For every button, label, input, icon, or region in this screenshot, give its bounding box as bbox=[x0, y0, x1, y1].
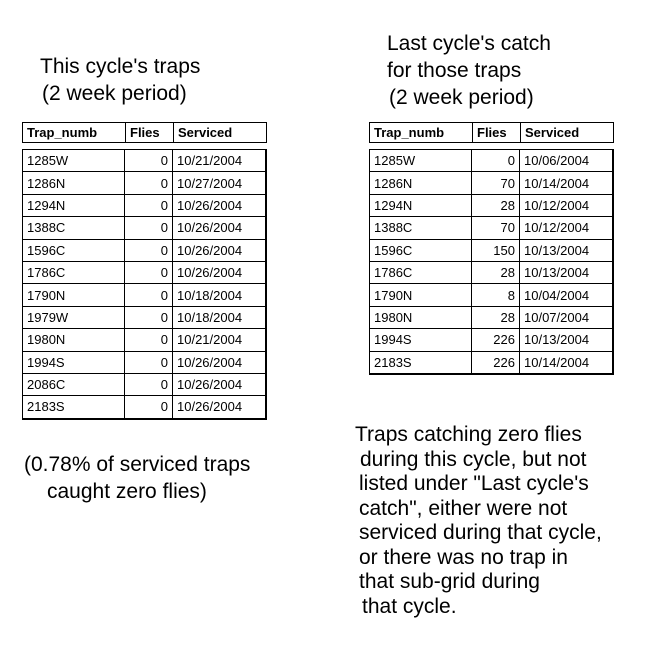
cell-serviced: 10/06/2004 bbox=[520, 150, 613, 172]
right-note-line-1: Traps catching zero flies bbox=[355, 423, 582, 446]
cell-trap-numb: 1786C bbox=[370, 261, 472, 283]
cell-serviced: 10/13/2004 bbox=[520, 239, 613, 261]
cell-serviced: 10/26/2004 bbox=[173, 194, 266, 216]
cell-trap-numb: 1786C bbox=[23, 261, 125, 283]
right-note-line-2: during this cycle, but not bbox=[360, 447, 587, 471]
cell-flies: 70 bbox=[472, 172, 520, 194]
cell-trap-numb: 2086C bbox=[23, 373, 125, 395]
cell-flies: 0 bbox=[125, 261, 173, 283]
cell-serviced: 10/13/2004 bbox=[520, 329, 613, 351]
table-row bbox=[23, 261, 266, 283]
table-row bbox=[370, 306, 613, 328]
cell-flies: 226 bbox=[472, 329, 520, 351]
cell-trap-numb: 1980N bbox=[370, 306, 472, 328]
right-note-line-5: serviced during that cycle, bbox=[359, 521, 602, 544]
cell-trap-numb: 1596C bbox=[370, 239, 472, 261]
table-row bbox=[23, 351, 266, 373]
table-row bbox=[23, 150, 266, 172]
cell-flies: 150 bbox=[472, 239, 520, 261]
cell-trap-numb: 1979W bbox=[23, 306, 125, 328]
table-row bbox=[370, 329, 613, 351]
left-col-serviced: Serviced bbox=[174, 123, 267, 143]
right-col-flies: Flies bbox=[473, 123, 521, 143]
cell-flies: 0 bbox=[125, 217, 173, 239]
cell-serviced: 10/26/2004 bbox=[173, 261, 266, 283]
cell-serviced: 10/12/2004 bbox=[520, 194, 613, 216]
table-row bbox=[370, 351, 613, 374]
right-note bbox=[355, 423, 602, 619]
cell-serviced: 10/07/2004 bbox=[520, 306, 613, 328]
cell-trap-numb: 2183S bbox=[23, 396, 125, 419]
left-heading bbox=[40, 53, 200, 107]
cell-trap-numb: 1980N bbox=[23, 329, 125, 351]
cell-serviced: 10/04/2004 bbox=[520, 284, 613, 306]
cell-trap-numb: 1285W bbox=[370, 150, 472, 172]
table-row bbox=[370, 172, 613, 194]
table-row bbox=[370, 217, 613, 239]
right-heading-line-1: Last cycle's catch bbox=[387, 32, 551, 55]
table-row bbox=[23, 284, 266, 306]
cell-flies: 28 bbox=[472, 306, 520, 328]
left-note-line-1: (0.78% of serviced traps bbox=[24, 453, 251, 476]
cell-flies: 70 bbox=[472, 217, 520, 239]
cell-serviced: 10/18/2004 bbox=[173, 306, 266, 328]
cell-serviced: 10/21/2004 bbox=[173, 329, 266, 351]
cell-serviced: 10/14/2004 bbox=[520, 351, 613, 374]
table-row bbox=[370, 261, 613, 283]
cell-serviced: 10/26/2004 bbox=[173, 351, 266, 373]
cell-serviced: 10/26/2004 bbox=[173, 373, 266, 395]
table-row bbox=[23, 239, 266, 261]
cell-serviced: 10/26/2004 bbox=[173, 396, 266, 419]
cell-trap-numb: 2183S bbox=[370, 351, 472, 374]
cell-flies: 0 bbox=[125, 239, 173, 261]
right-heading bbox=[387, 30, 551, 111]
cell-flies: 0 bbox=[125, 351, 173, 373]
cell-serviced: 10/27/2004 bbox=[173, 172, 266, 194]
right-note-line-8: that cycle. bbox=[362, 594, 457, 618]
table-row bbox=[370, 194, 613, 216]
right-col-trap-numb: Trap_numb bbox=[370, 123, 473, 143]
cell-flies: 8 bbox=[472, 284, 520, 306]
cell-serviced: 10/21/2004 bbox=[173, 150, 266, 172]
right-note-line-7: that sub-grid during bbox=[359, 570, 540, 593]
table-row bbox=[23, 373, 266, 395]
table-row bbox=[370, 239, 613, 261]
cell-trap-numb: 1790N bbox=[23, 284, 125, 306]
cell-trap-numb: 1388C bbox=[23, 217, 125, 239]
right-note-line-3: listed under "Last cycle's bbox=[359, 472, 589, 495]
table-row bbox=[370, 150, 613, 172]
cell-trap-numb: 1294N bbox=[23, 194, 125, 216]
table-row bbox=[23, 329, 266, 351]
cell-flies: 0 bbox=[125, 172, 173, 194]
right-note-line-6: or there was no trap in bbox=[359, 545, 568, 569]
cell-serviced: 10/26/2004 bbox=[173, 217, 266, 239]
cell-flies: 0 bbox=[472, 150, 520, 172]
cell-trap-numb: 1790N bbox=[370, 284, 472, 306]
left-heading-line-2: (2 week period) bbox=[42, 82, 187, 105]
cell-flies: 0 bbox=[125, 329, 173, 351]
right-data-table bbox=[369, 149, 614, 375]
cell-trap-numb: 1388C bbox=[370, 217, 472, 239]
right-heading-line-3: (2 week period) bbox=[389, 86, 534, 109]
cell-trap-numb: 1294N bbox=[370, 194, 472, 216]
cell-flies: 0 bbox=[125, 373, 173, 395]
cell-flies: 226 bbox=[472, 351, 520, 374]
right-col-serviced: Serviced bbox=[521, 123, 614, 143]
right-note-line-4: catch", either were not bbox=[359, 496, 568, 520]
cell-flies: 28 bbox=[472, 194, 520, 216]
table-row bbox=[23, 172, 266, 194]
left-note-line-2: caught zero flies) bbox=[47, 480, 207, 503]
table-row bbox=[370, 284, 613, 306]
cell-flies: 0 bbox=[125, 306, 173, 328]
table-row bbox=[23, 396, 266, 419]
cell-flies: 28 bbox=[472, 261, 520, 283]
right-heading-line-2: for those traps bbox=[387, 59, 522, 82]
cell-serviced: 10/13/2004 bbox=[520, 261, 613, 283]
table-row bbox=[23, 217, 266, 239]
cell-trap-numb: 1285W bbox=[23, 150, 125, 172]
cell-serviced: 10/26/2004 bbox=[173, 239, 266, 261]
cell-trap-numb: 1994S bbox=[23, 351, 125, 373]
left-heading-line-1: This cycle's traps bbox=[40, 55, 201, 78]
cell-trap-numb: 1596C bbox=[23, 239, 125, 261]
cell-flies: 0 bbox=[125, 150, 173, 172]
table-row bbox=[23, 306, 266, 328]
cell-serviced: 10/14/2004 bbox=[520, 172, 613, 194]
cell-flies: 0 bbox=[125, 284, 173, 306]
left-header-table bbox=[22, 122, 267, 143]
cell-trap-numb: 1286N bbox=[370, 172, 472, 194]
table-row bbox=[23, 194, 266, 216]
cell-flies: 0 bbox=[125, 396, 173, 419]
left-data-table bbox=[22, 149, 267, 420]
cell-serviced: 10/18/2004 bbox=[173, 284, 266, 306]
left-note bbox=[24, 451, 250, 505]
left-col-flies: Flies bbox=[126, 123, 174, 143]
right-header-table bbox=[369, 122, 614, 143]
cell-serviced: 10/12/2004 bbox=[520, 217, 613, 239]
cell-flies: 0 bbox=[125, 194, 173, 216]
left-col-trap-numb: Trap_numb bbox=[23, 123, 126, 143]
cell-trap-numb: 1286N bbox=[23, 172, 125, 194]
cell-trap-numb: 1994S bbox=[370, 329, 472, 351]
